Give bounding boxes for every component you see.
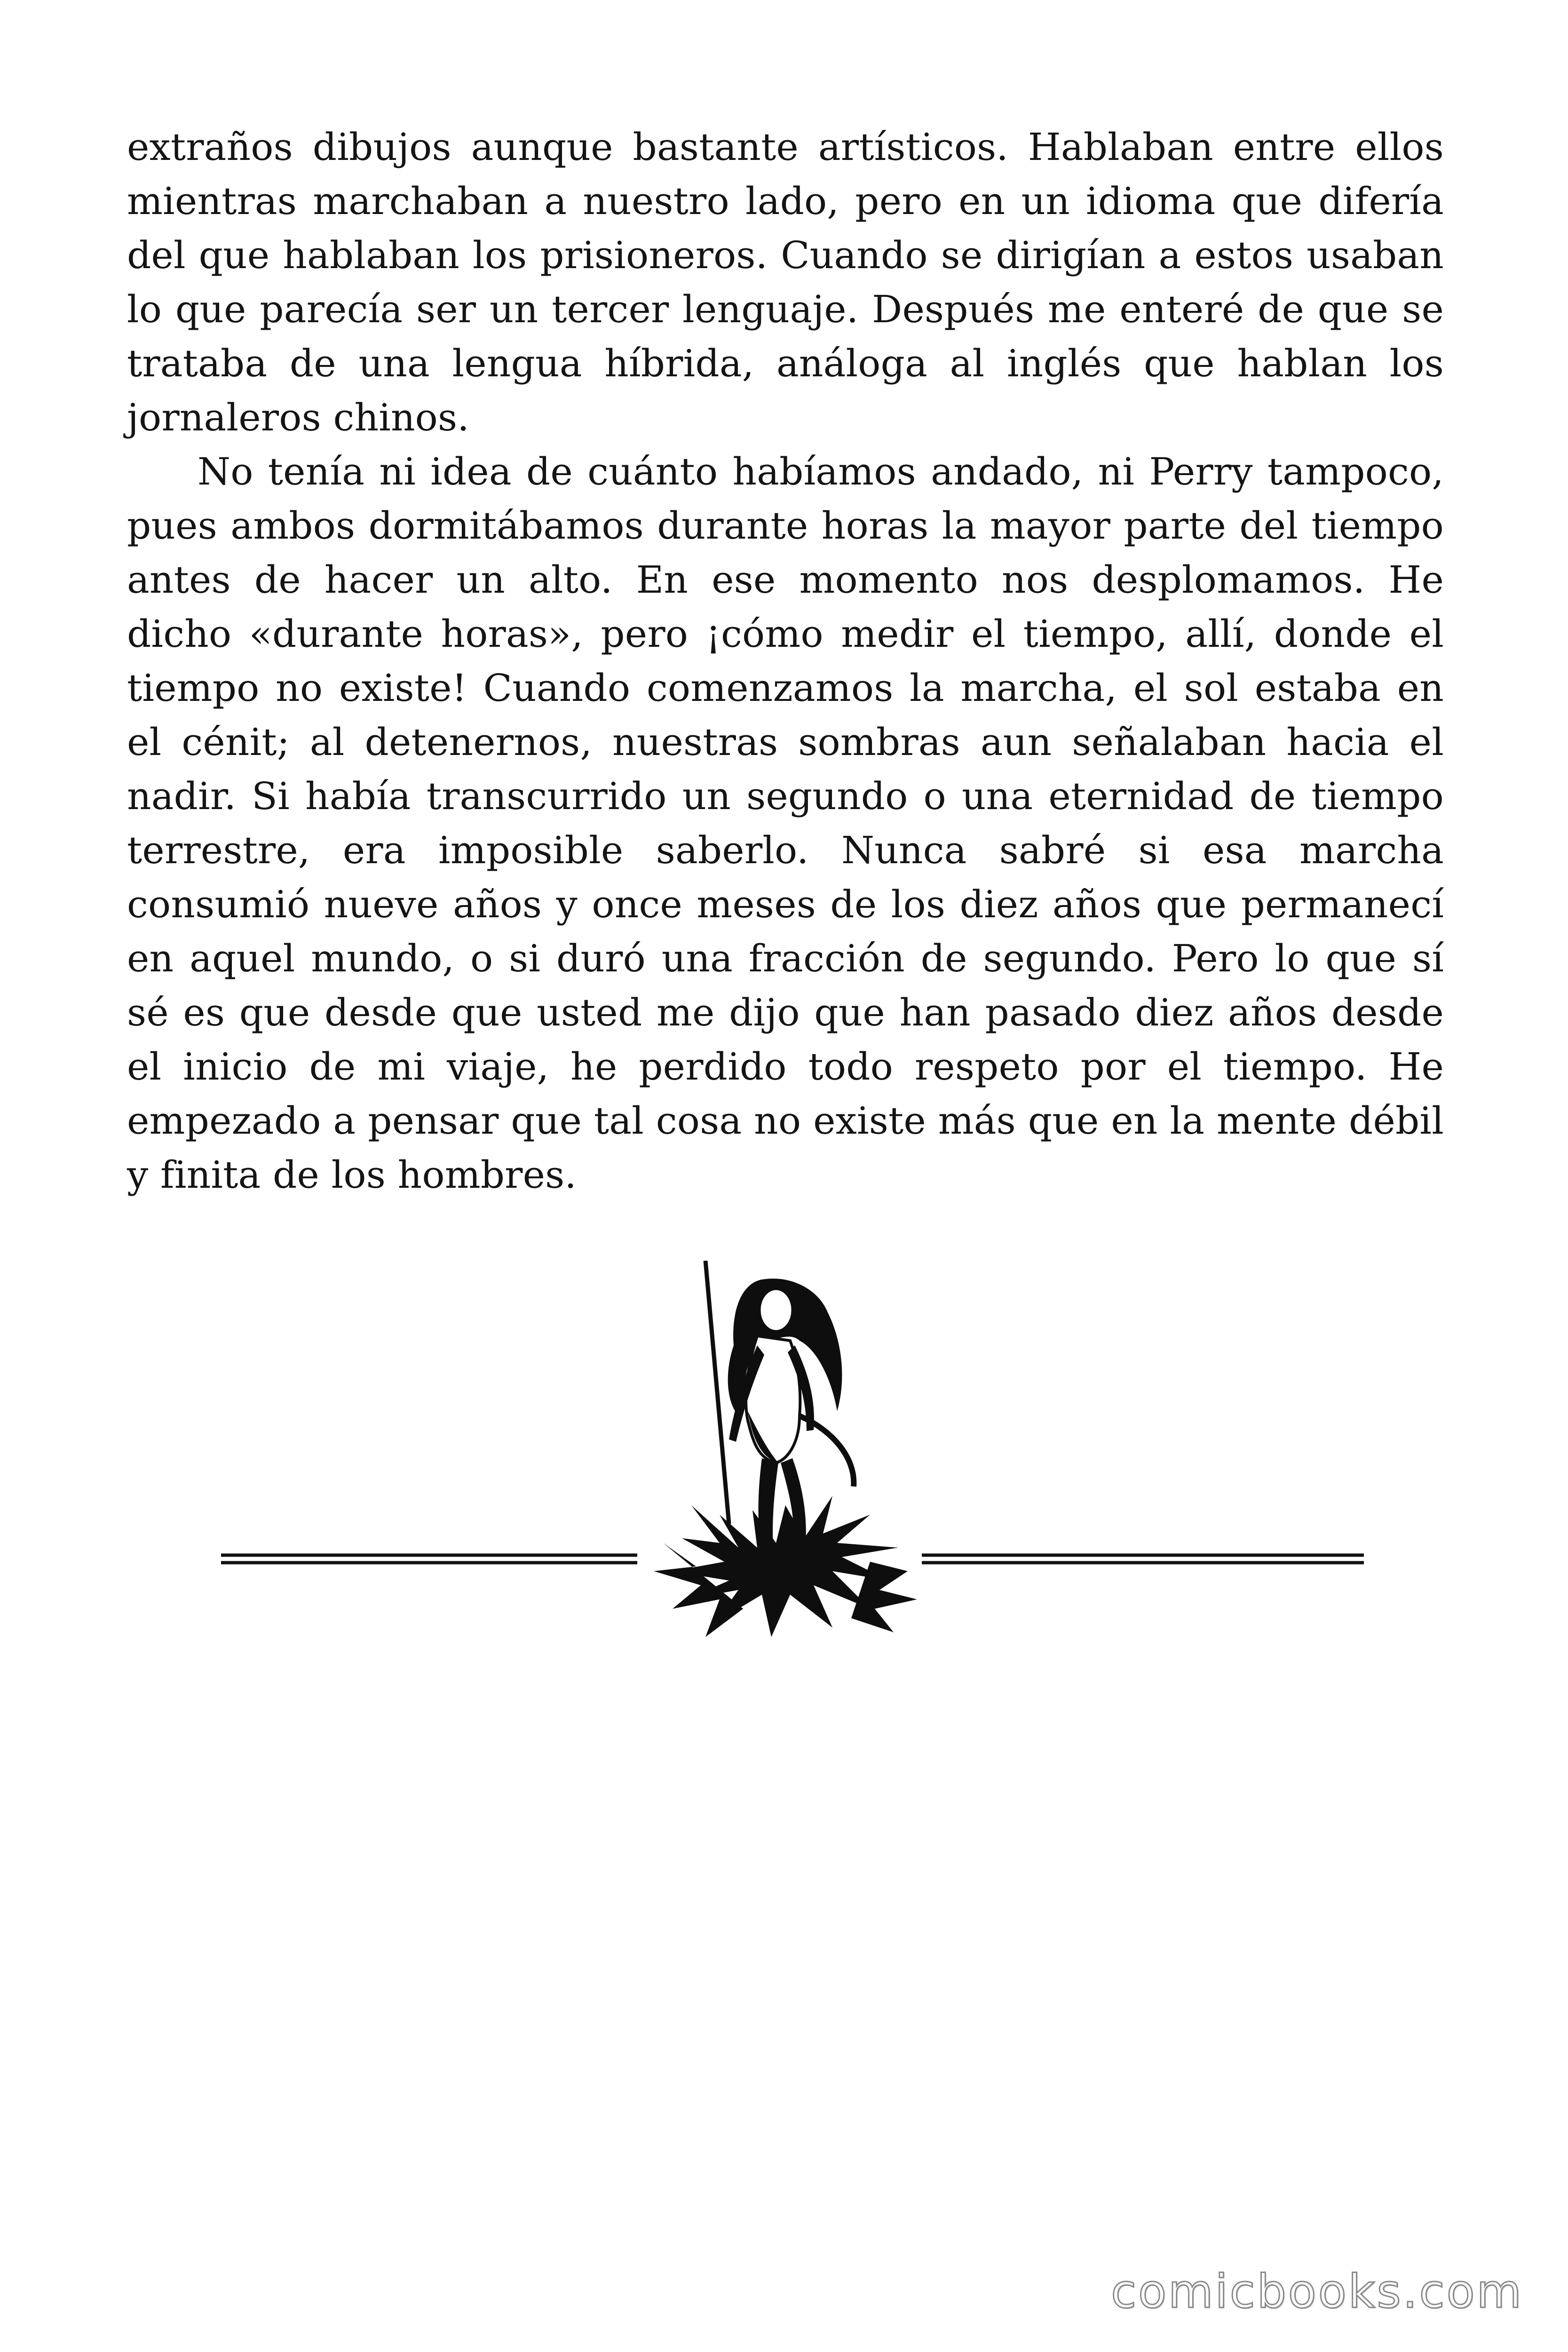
figure-illustration [654,1261,917,1637]
paragraph-2: No tenía ni idea de cuánto habíamos andado, ni Perry tampoco, pues ambos dormitábamos durante horas la mayor parte del tiempo antes de hacer un alto. En ese momento nos desplomamos. He dicho «durante horas», pero ¡cómo medir el tiempo, allí, donde el tiempo no existe! Cuando comenzamos la marcha, el sol estaba en el cénit; al detenernos, nuestras sombras aun señalaban hacia el nadir. Si había transcurrido un segundo o una eternidad de tiempo terrestre, era imposible saberlo. Nunca sabré si esa marcha consumió nueve años y once meses de los diez años que permanecí en aquel mundo, o si duró una fracción de segundo. Pero lo que sí sé es que desde que usted me dijo que han pasado diez años desde el inicio de mi viaje, he perdido todo respeto por el tiempo. He empezado a pensar que tal cosa no existe más que en la mente débil y finita de los hombres. [127,450,1444,1197]
chapter-end-ornament [221,1261,1369,1661]
left-divider-line [221,1555,637,1563]
paragraph-1: extraños dibujos aunque bastante artísticos. Hablaban entre ellos mientras marchaban a nuestro lado, pero en un idioma que difería del que hablaban los prisioneros. Cuando se dirigían a estos usaban lo que parecía ser un tercer lenguaje. Después me enteré de que se trataba de una lengua híbrida, análoga al inglés que hablan los jornaleros chinos. [127,125,1444,439]
watermark: comicbooks.com [1111,2265,1523,2319]
spear-woman-illustration-icon [221,1261,1369,1661]
right-divider-line [922,1555,1364,1563]
body-text [127,120,1444,1202]
